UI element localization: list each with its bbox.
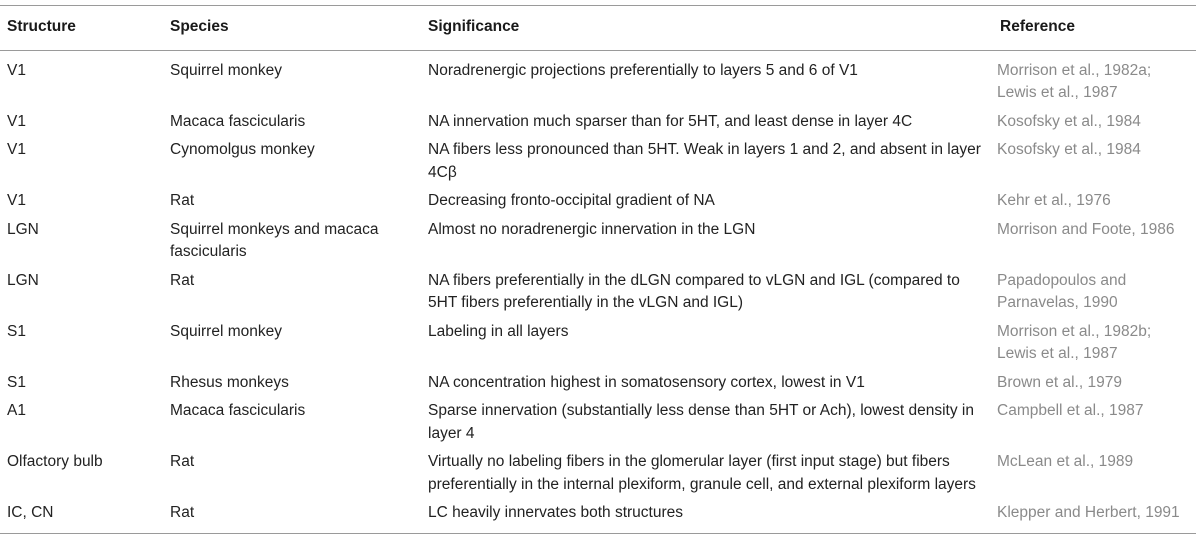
- cell-structure: S1: [7, 373, 26, 391]
- table-row: [0, 267, 1196, 318]
- cell-reference: Morrison et al., 1982a; Lewis et al., 1987: [997, 61, 1152, 101]
- cell-significance: Noradrenergic projections preferentially to layers 5 and 6 of V1: [428, 61, 858, 79]
- table-row: [0, 216, 1196, 267]
- cell-species: Cynomolgus monkey: [170, 141, 315, 158]
- table-row: [0, 187, 1196, 216]
- cell-structure: V1: [7, 141, 26, 158]
- cell-structure: Olfactory bulb: [7, 453, 103, 470]
- table-row: [0, 108, 1196, 137]
- cell-significance: Almost no noradrenergic innervation in the LGN: [428, 220, 756, 238]
- table-row: [0, 448, 1196, 499]
- header-structure: Structure: [0, 6, 163, 51]
- cell-reference: Morrison et al., 1982b; Lewis et al., 1987: [997, 322, 1152, 362]
- cell-structure: V1: [7, 61, 26, 79]
- table-row: [0, 50, 1196, 108]
- cell-significance: NA fibers preferentially in the dLGN compared to vLGN and IGL (compared to 5HT fibers preferentially in the vLGN and IGL): [428, 271, 960, 311]
- cell-species: Rhesus monkeys: [170, 373, 289, 391]
- cell-reference: Brown et al., 1979: [997, 373, 1122, 391]
- cell-structure: LGN: [7, 220, 39, 238]
- cell-reference: Kehr et al., 1976: [997, 192, 1111, 209]
- cell-structure: IC, CN: [0, 499, 163, 533]
- cell-species: Rat: [170, 453, 195, 470]
- cell-reference: Morrison and Foote, 1986: [997, 220, 1175, 238]
- cell-significance: NA innervation much sparser than for 5HT, and least dense in layer 4C: [428, 112, 913, 130]
- header-row: [0, 6, 1196, 51]
- cell-structure: V1: [7, 112, 26, 130]
- cell-reference: Kosofsky et al., 1984: [997, 141, 1141, 158]
- cell-structure: V1: [7, 192, 26, 209]
- table-row: [0, 318, 1196, 369]
- noradrenergic-innervation-table-container: [0, 5, 1196, 534]
- cell-reference: Klepper and Herbert, 1991: [993, 499, 1196, 533]
- header-species: Species: [163, 6, 421, 51]
- table-row: [0, 499, 1196, 533]
- cell-significance: LC heavily innervates both structures: [421, 499, 993, 533]
- cell-structure: S1: [7, 322, 26, 340]
- noradrenergic-innervation-table: [0, 5, 1196, 534]
- table-header: [0, 6, 1196, 51]
- header-reference: Reference: [993, 6, 1196, 51]
- cell-significance: Virtually no labeling fibers in the glomerular layer (first input stage) but fibers preferentially in the internal plexiform, granule cell, and external plexiform layers: [428, 453, 976, 493]
- table-row: [0, 369, 1196, 398]
- cell-reference: McLean et al., 1989: [997, 453, 1134, 470]
- cell-species: Rat: [163, 499, 421, 533]
- cell-reference: Kosofsky et al., 1984: [997, 112, 1141, 130]
- cell-significance: Labeling in all layers: [428, 322, 569, 340]
- cell-species: Squirrel monkey: [170, 322, 282, 340]
- table-row: [0, 136, 1196, 187]
- cell-reference: Campbell et al., 1987: [997, 402, 1144, 419]
- table-row: [0, 397, 1196, 448]
- cell-species: Rat: [170, 192, 195, 209]
- cell-significance: Decreasing fronto-occipital gradient of NA: [428, 192, 715, 209]
- cell-species: Squirrel monkey: [170, 61, 282, 79]
- header-significance: Significance: [421, 6, 993, 51]
- cell-species: Rat: [170, 271, 195, 289]
- cell-significance: NA fibers less pronounced than 5HT. Weak in layers 1 and 2, and absent in layer 4Cβ: [428, 141, 981, 181]
- cell-reference: Papadopoulos and Parnavelas, 1990: [997, 271, 1127, 311]
- cell-species: Macaca fascicularis: [170, 112, 306, 130]
- cell-structure: A1: [7, 402, 26, 419]
- cell-significance: Sparse innervation (substantially less dense than 5HT or Ach), lowest density in layer 4: [428, 402, 974, 442]
- cell-structure: LGN: [7, 271, 39, 289]
- cell-species: Macaca fascicularis: [170, 402, 306, 419]
- cell-significance: NA concentration highest in somatosensory cortex, lowest in V1: [428, 373, 865, 391]
- table-body: [0, 50, 1196, 533]
- cell-species: Squirrel monkeys and macaca fascicularis: [170, 220, 379, 260]
